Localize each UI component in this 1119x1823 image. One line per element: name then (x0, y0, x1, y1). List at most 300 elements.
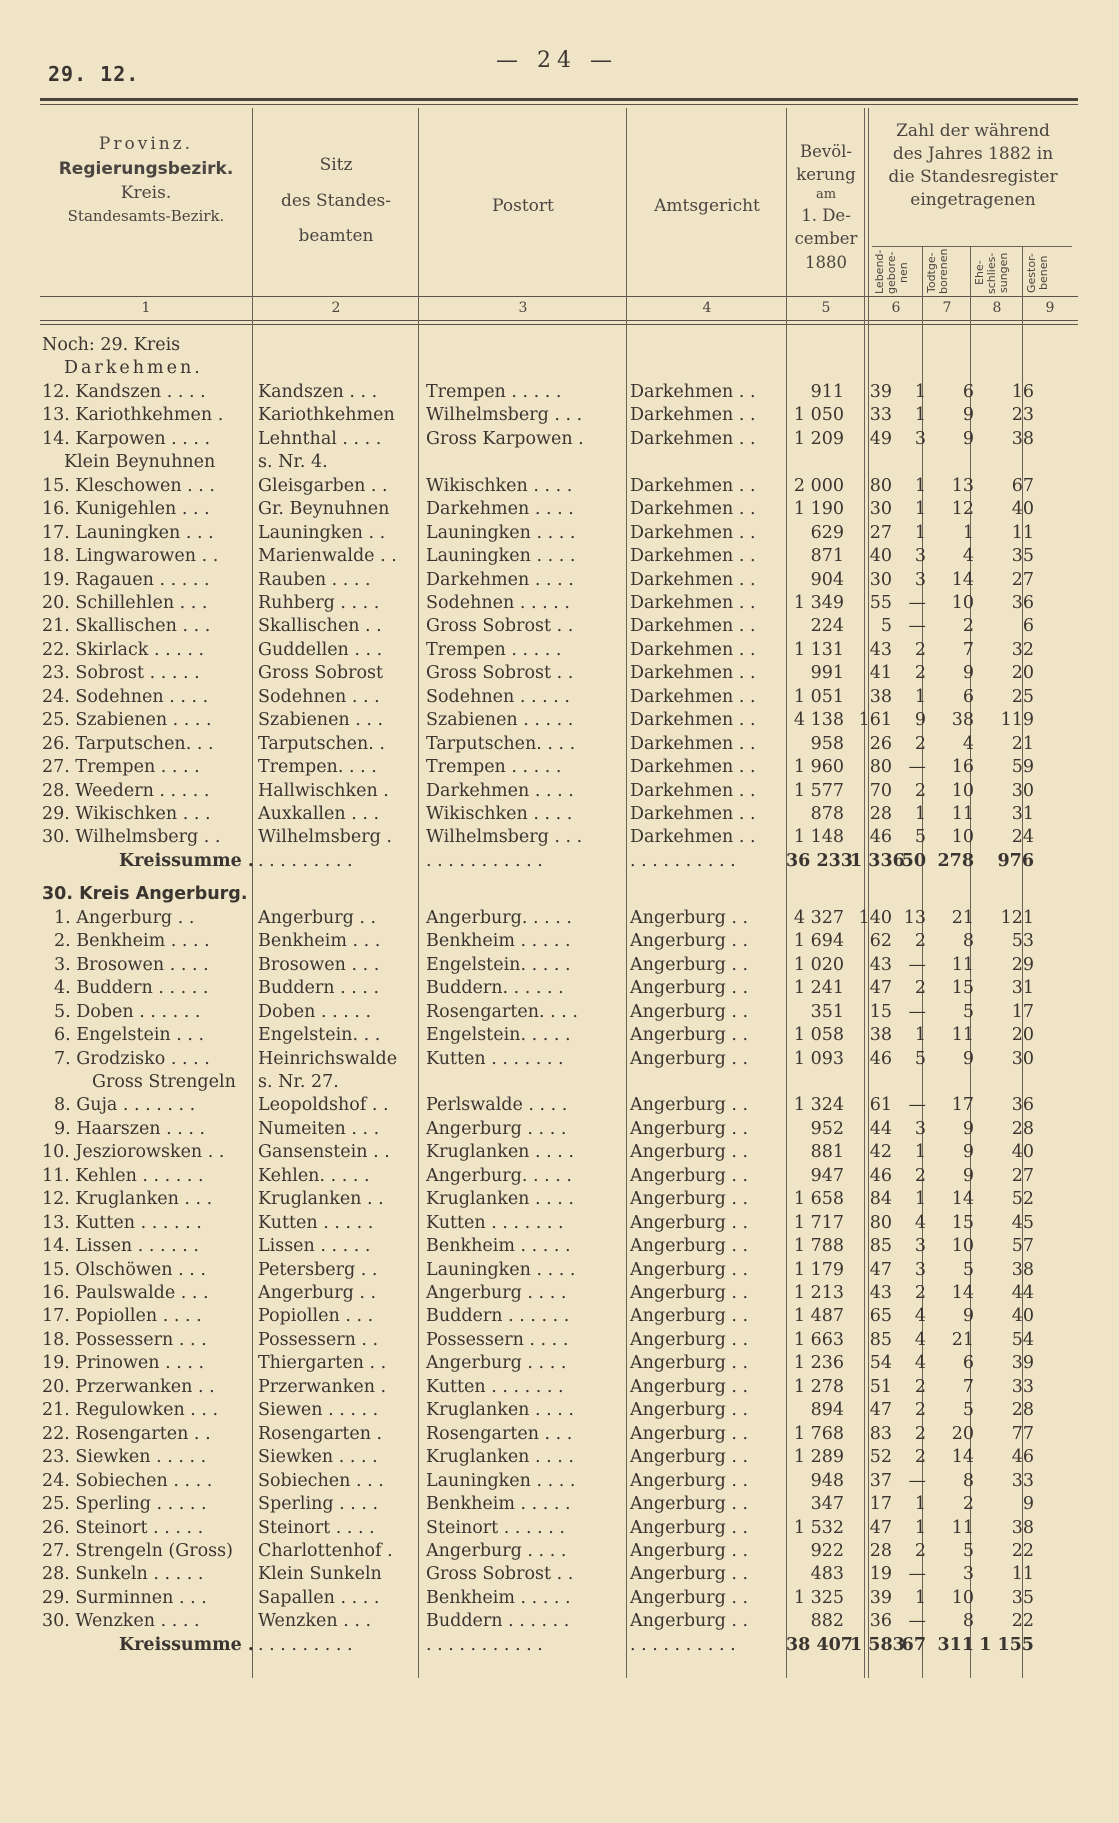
table-row (0, 569, 1119, 592)
cell-c5: 947 (810, 1165, 844, 1186)
cell-c7: 2 (914, 1376, 926, 1397)
cell-c7: 3 (914, 546, 926, 567)
cell-c2: Sobiechen . . . (258, 1470, 384, 1491)
cell-c6: 28 (869, 1540, 892, 1561)
cell-c9: 28 (1011, 1400, 1034, 1421)
table-row (0, 1305, 1119, 1328)
cell-c3: Angerburg . . . . (426, 1540, 567, 1561)
cell-c4: Darkehmen . . (630, 381, 756, 402)
cell-c3: Trempen . . . . . (426, 381, 562, 402)
table-row (0, 1094, 1119, 1117)
cell-c4: Angerburg . . (630, 1353, 749, 1374)
cell-c2: . . . . . . . . . (258, 850, 353, 871)
table-row (0, 1329, 1119, 1352)
cell-c2: Wenzken . . . (258, 1611, 372, 1632)
cell-c4: Angerburg . . (630, 1165, 749, 1186)
cell-c8: 5 (962, 1540, 974, 1561)
cell-c5: 894 (810, 1400, 844, 1421)
cell-c6: 80 (869, 475, 892, 496)
cell-c2: Doben . . . . . (258, 1001, 372, 1022)
colnum-4: 4 (702, 300, 712, 316)
table-row (0, 954, 1119, 977)
table-row (0, 1165, 1119, 1188)
cell-c8: 10 (951, 1587, 974, 1608)
cell-c6: 27 (869, 522, 892, 543)
col2-header (254, 148, 418, 255)
cell-c6: 5 (880, 616, 892, 637)
table-row (0, 1282, 1119, 1305)
cell-c3: . . . . . . . . . . . (426, 1634, 543, 1655)
cell-c5: 347 (810, 1494, 844, 1515)
cell-c4: Angerburg . . (630, 907, 749, 928)
cell-c5: 629 (810, 522, 844, 543)
cell-c4: Darkehmen . . (630, 592, 756, 613)
cell-c5: 904 (810, 569, 844, 590)
cell-c8: 9 (962, 1048, 974, 1069)
cell-c7: — (908, 1564, 926, 1585)
table-row (0, 709, 1119, 732)
cell-c3: Possessern . . . . (426, 1329, 569, 1350)
cell-c9: 6 (1022, 616, 1034, 637)
cell-c9: 40 (1011, 1142, 1034, 1163)
cell-c9: 33 (1011, 1376, 1034, 1397)
cell-c1: 29. Surminnen . . . (42, 1587, 207, 1608)
cell-c4: Angerburg . . (630, 978, 749, 999)
cell-c2: Wilhelmsberg . (258, 827, 392, 848)
cell-c3: Buddern . . . . . . (426, 1611, 570, 1632)
cell-c7: 4 (914, 1329, 926, 1350)
cell-c4: Darkehmen . . (630, 428, 756, 449)
cell-c9: 32 (1011, 639, 1034, 660)
cell-c7: 5 (914, 1048, 926, 1069)
cell-c8: 4 (962, 733, 974, 754)
col5-line1: Bevöl- (800, 142, 852, 161)
cell-c5: 1 349 (793, 592, 844, 613)
table-row (0, 545, 1119, 568)
cell-c7: 1 (914, 381, 926, 402)
table-row (0, 1587, 1119, 1610)
cell-c7: 13 (903, 907, 926, 928)
cell-c1: 12. Kruglanken . . . (42, 1189, 213, 1210)
cell-c3: Wikischken . . . . (426, 475, 573, 496)
cell-c8: 8 (962, 1611, 974, 1632)
cell-c2: Numeiten . . . (258, 1118, 380, 1139)
cell-c1: 9. Haarszen . . . . (54, 1118, 206, 1139)
cell-c8: 11 (951, 954, 974, 975)
cell-c8: 3 (962, 1564, 974, 1585)
cell-c1: 22. Skirlack . . . . . (42, 639, 205, 660)
cell-c2: Possessern . . (258, 1329, 379, 1350)
cell-c1: 7. Grodzisko . . . . (54, 1048, 210, 1069)
col5-line5: cember (794, 229, 858, 249)
cell-c1: 18. Lingwarowen . . (42, 546, 219, 567)
cell-c4: Darkehmen . . (630, 546, 756, 567)
cell-c5: 1 236 (793, 1353, 844, 1374)
cell-c1: 19. Prinowen . . . . (42, 1353, 205, 1374)
cell-c4: Darkehmen . . (630, 475, 756, 496)
cell-c2: . . . . . . . . . (258, 1634, 353, 1655)
cell-c8: 17 (951, 1095, 974, 1116)
cell-c7: 2 (914, 1423, 926, 1444)
cell-c3: Kutten . . . . . . . (426, 1376, 564, 1397)
cell-c5: 1 324 (793, 1095, 844, 1116)
cell-c4: Angerburg . . (630, 1025, 749, 1046)
table-row (0, 404, 1119, 427)
table-row (0, 930, 1119, 953)
cell-c7: 2 (914, 931, 926, 952)
cell-c1: 17. Launingken . . . (42, 522, 214, 543)
cell-c3: Benkheim . . . . . (426, 931, 571, 952)
cell-c6: 62 (869, 931, 892, 952)
cell-c6: 52 (869, 1447, 892, 1468)
cell-c3: Kruglanken . . . . (426, 1447, 574, 1468)
table-row (0, 381, 1119, 404)
cell-c9: 46 (1011, 1447, 1034, 1468)
cell-c1: Kreissumme . (119, 850, 254, 871)
table-row (0, 780, 1119, 803)
cell-c2: s. Nr. 27. (258, 1071, 339, 1092)
cell-c3: Trempen . . . . . (426, 757, 562, 778)
cell-c6: 44 (869, 1118, 892, 1139)
cell-c4: Angerburg . . (630, 1329, 749, 1350)
cell-c4: Darkehmen . . (630, 616, 756, 637)
cell-c2: Petersberg . . (258, 1259, 378, 1280)
cell-c7: 50 (901, 850, 926, 871)
table-row (0, 1446, 1119, 1469)
cell-c3: Wilhelmsberg . . . (426, 827, 583, 848)
cell-c2: Lissen . . . . . (258, 1236, 371, 1257)
cell-c5: 1 663 (793, 1329, 844, 1350)
cell-c7: 1 (914, 1189, 926, 1210)
group-header (870, 120, 1076, 212)
cell-c6: 26 (869, 733, 892, 754)
cell-c6: 36 (869, 1611, 892, 1632)
cell-c2: Thiergarten . . (258, 1353, 387, 1374)
col8-header: Ehe-schlies-sungen (973, 252, 1011, 294)
cell-c5: 4 138 (793, 710, 844, 731)
cell-c2: Sodehnen . . . (258, 686, 380, 707)
cell-c8: 6 (962, 381, 974, 402)
cell-c7: 4 (914, 1306, 926, 1327)
table-row (0, 1071, 1119, 1094)
cell-c6: 80 (869, 1212, 892, 1233)
cell-c3: Angerburg. . . . . (426, 1165, 572, 1186)
col2-line3: beamten (298, 226, 374, 247)
cell-c5: 881 (810, 1142, 844, 1163)
cell-c3: Perlswalde . . . . (426, 1095, 568, 1116)
cell-c1: 30. Kreis Angerburg. (42, 884, 248, 905)
cell-c8: 9 (962, 405, 974, 426)
table-row (0, 1563, 1119, 1586)
cell-c1: 23. Sobrost . . . . . (42, 663, 200, 684)
cell-c4: Darkehmen . . (630, 569, 756, 590)
cell-c8: 14 (951, 1447, 974, 1468)
cell-c5: 1 051 (793, 686, 844, 707)
cell-c3: Kutten . . . . . . . (426, 1212, 564, 1233)
col1-header (40, 132, 252, 228)
cell-c2: Steinort . . . . (258, 1517, 375, 1538)
cell-c2: Gleisgarben . . (258, 475, 388, 496)
cell-c1: 21. Regulowken . . . (42, 1400, 219, 1421)
table-row (0, 522, 1119, 545)
cell-c4: Darkehmen . . (630, 499, 756, 520)
cell-c1: 15. Kleschowen . . . (42, 475, 215, 496)
cell-c4: Angerburg . . (630, 1376, 749, 1397)
cell-c4: Angerburg . . (630, 1423, 749, 1444)
cell-c8: 7 (962, 1376, 974, 1397)
cell-c7: 4 (914, 1212, 926, 1233)
cell-c2: Siewken . . . . (258, 1447, 378, 1468)
cell-c3: Benkheim . . . . . (426, 1236, 571, 1257)
cell-c1: 8. Guja . . . . . . . (54, 1095, 196, 1116)
cell-c9: 119 (1000, 710, 1034, 731)
cell-c8: 5 (962, 1001, 974, 1022)
cell-c6: 46 (869, 827, 892, 848)
cell-c6: 42 (869, 1142, 892, 1163)
col2-line1: Sitz (319, 155, 353, 175)
cell-c8: 1 (962, 522, 974, 543)
cell-c4: Angerburg . . (630, 1118, 749, 1139)
table-row (0, 756, 1119, 779)
cell-c6: 70 (869, 780, 892, 801)
cell-c3: Launingken . . . . (426, 1470, 576, 1491)
cell-c5: 224 (810, 616, 844, 637)
cell-c5: 1 788 (793, 1236, 844, 1257)
cell-c2: Gr. Beynuhnen (258, 499, 390, 520)
cell-c1: 27. Strengeln (Gross) (42, 1540, 233, 1561)
table-row (0, 977, 1119, 1000)
cell-c5: 351 (810, 1001, 844, 1022)
cell-c5: 1 093 (793, 1048, 844, 1069)
cell-c8: 15 (951, 1212, 974, 1233)
cell-c8: 5 (962, 1259, 974, 1280)
cell-c8: 10 (951, 1236, 974, 1257)
cell-c5: 1 577 (793, 780, 844, 801)
table-row (0, 498, 1119, 521)
table-row (0, 1048, 1119, 1071)
cell-c9: 40 (1011, 1306, 1034, 1327)
table-row (0, 451, 1119, 474)
cell-c4: Angerburg . . (630, 954, 749, 975)
cell-c8: 13 (951, 475, 974, 496)
cell-c1: 18. Possessern . . . (42, 1329, 207, 1350)
table-row (0, 1517, 1119, 1540)
cell-c3: Buddern . . . . . . (426, 1306, 570, 1327)
cell-c3: Sodehnen . . . . . (426, 592, 570, 613)
cell-c7: 1 (914, 1142, 926, 1163)
cell-c7: — (908, 757, 926, 778)
cell-c7: 1 (914, 686, 926, 707)
cell-c5: 948 (810, 1470, 844, 1491)
cell-c5: 1 131 (793, 639, 844, 660)
cell-c1: 15. Olschöwen . . . (42, 1259, 206, 1280)
cell-c8: 14 (951, 1189, 974, 1210)
cell-c6: 39 (869, 1587, 892, 1608)
cell-c8: 9 (962, 1306, 974, 1327)
table-row (0, 907, 1119, 930)
table-row (0, 1141, 1119, 1164)
cell-c5: 878 (810, 804, 844, 824)
cell-c5: 2 000 (793, 475, 844, 496)
cell-c5: 1 148 (793, 827, 844, 848)
cell-c4: Angerburg . . (630, 1212, 749, 1233)
cell-c9: 20 (1011, 663, 1034, 684)
cell-c6: 65 (869, 1306, 892, 1327)
cell-c8: 2 (962, 1494, 974, 1515)
cell-c4: Angerburg . . (630, 1494, 749, 1515)
cell-c7: 1 (914, 1587, 926, 1608)
page-date: 29. 12. (48, 62, 140, 86)
cell-c3: Launingken . . . . (426, 522, 576, 543)
col5-line3: am (815, 187, 837, 203)
table-row (0, 662, 1119, 685)
cell-c1: 10. Jesziorowsken . . (42, 1142, 225, 1163)
colnum-1: 1 (141, 300, 151, 316)
cell-c9: 21 (1011, 733, 1034, 754)
cell-c1: 5. Doben . . . . . . (54, 1001, 201, 1022)
cell-c4: Angerburg . . (630, 1447, 749, 1468)
cell-c1: 25. Sperling . . . . . (42, 1494, 207, 1515)
cell-c4: Angerburg . . (630, 1142, 749, 1163)
cell-c5: 871 (810, 546, 844, 567)
cell-c8: 14 (951, 1283, 974, 1303)
colnum-3: 3 (518, 300, 528, 316)
cell-c2: Angerburg . . (258, 1283, 377, 1303)
cell-c9: 30 (1011, 1048, 1034, 1069)
cell-c5: 1 179 (793, 1259, 844, 1280)
cell-c7: 4 (914, 1353, 926, 1374)
cell-c4: Angerburg . . (630, 1306, 749, 1327)
cell-c7: 1 (914, 475, 926, 496)
cell-c6: 51 (869, 1376, 892, 1397)
cell-c8: 9 (962, 1165, 974, 1186)
group-rule (872, 246, 1072, 247)
cell-c5: 1 020 (793, 954, 844, 975)
cell-c9: 31 (1011, 804, 1034, 824)
cell-c9: 35 (1011, 1587, 1034, 1608)
cell-c8: 311 (937, 1634, 974, 1655)
table-row (0, 592, 1119, 615)
cell-c9: 11 (1011, 522, 1034, 543)
cell-c2: Siewen . . . . . (258, 1400, 379, 1421)
cell-c7: 1 (914, 522, 926, 543)
cell-c5: 1 960 (793, 757, 844, 778)
cell-c2: Leopoldshof . . (258, 1095, 389, 1116)
cell-c1: 28. Sunkeln . . . . . (42, 1564, 204, 1585)
cell-c9: 38 (1011, 1517, 1034, 1538)
cell-c5: 1 658 (793, 1189, 844, 1210)
cell-c7: 1 (914, 405, 926, 426)
cell-c9: 39 (1011, 1353, 1034, 1374)
cell-c8: 8 (962, 931, 974, 952)
cell-c6: 30 (869, 569, 892, 590)
cell-c5: 911 (810, 381, 844, 402)
table-row (0, 826, 1119, 849)
cell-c8: 11 (951, 1517, 974, 1538)
cell-c1: 11. Kehlen . . . . . . (42, 1165, 204, 1186)
sum-row (0, 1634, 1119, 1657)
cell-c3: Gross Sobrost . . (426, 616, 574, 637)
cell-c5: 36 233 (786, 850, 853, 871)
col3-header: Postort (492, 196, 554, 216)
cell-c9: 27 (1011, 1165, 1034, 1186)
table-row (0, 803, 1119, 826)
cell-c1: 4. Buddern . . . . . (54, 978, 209, 999)
cell-c7: 2 (914, 780, 926, 801)
cell-c9: 1 155 (979, 1634, 1034, 1655)
group-line1: Zahl der während (896, 121, 1050, 141)
cell-c7: 2 (914, 1283, 926, 1303)
cell-c4: Darkehmen . . (630, 663, 756, 684)
cell-c2: Ruhberg . . . . (258, 592, 380, 613)
cell-c7: — (908, 1470, 926, 1491)
cell-c2: Tarputschen. . (258, 733, 385, 754)
cell-c6: 40 (869, 546, 892, 567)
table-row (0, 1470, 1119, 1493)
table-row (0, 1399, 1119, 1422)
cell-c5: 1 278 (793, 1376, 844, 1397)
col5-line6: 1880 (805, 252, 847, 272)
cell-c9: 27 (1011, 569, 1034, 590)
cell-c8: 11 (951, 1025, 974, 1046)
cell-c6: 46 (869, 1048, 892, 1069)
cell-c6: 47 (869, 978, 892, 999)
cell-c1: 24. Sodehnen . . . . (42, 686, 209, 707)
table-row (0, 1001, 1119, 1024)
cell-c3: Angerburg. . . . . (426, 907, 572, 928)
cell-c4: Darkehmen . . (630, 405, 756, 426)
cell-c3: Darkehmen . . . . (426, 569, 574, 590)
cell-c1: 22. Rosengarten . . (42, 1423, 211, 1444)
cell-c8: 9 (962, 1142, 974, 1163)
col5-header (788, 140, 864, 274)
cell-c6: 80 (869, 757, 892, 778)
cell-c2: Guddellen . . . (258, 639, 383, 660)
cell-c2: Przerwanken . (258, 1376, 387, 1397)
cell-c1: 1. Angerburg . . (54, 907, 195, 928)
cell-c3: Angerburg . . . . (426, 1118, 567, 1139)
cell-c6: 43 (869, 1283, 892, 1303)
cell-c9: 35 (1011, 546, 1034, 567)
cell-c3: Rosengarten. . . . (426, 1001, 578, 1022)
cell-c9: 28 (1011, 1118, 1034, 1139)
cell-c8: 10 (951, 592, 974, 613)
cell-c3: Launingken . . . . (426, 546, 576, 567)
cell-c5: 1 213 (793, 1283, 844, 1303)
cell-c2: Kandszen . . . (258, 381, 378, 402)
cell-c8: 10 (951, 780, 974, 801)
cell-c3: Kutten . . . . . . . (426, 1048, 564, 1069)
cell-c7: 1 (914, 1494, 926, 1515)
cell-c4: Angerburg . . (630, 1189, 749, 1210)
cell-c2: Klein Sunkeln (258, 1564, 382, 1585)
cell-c7: 9 (914, 710, 926, 731)
table-row (0, 686, 1119, 709)
cell-c9: 36 (1011, 592, 1034, 613)
cell-c8: 9 (962, 428, 974, 449)
cell-c2: Rosengarten . (258, 1423, 383, 1444)
cell-c4: Darkehmen . . (630, 733, 756, 754)
cell-c6: 41 (869, 663, 892, 684)
cell-c1: 27. Trempen . . . . (42, 757, 200, 778)
cell-c3: Tarputschen. . . . (426, 733, 576, 754)
cell-c2: Charlottenhof . (258, 1540, 393, 1561)
cell-c1: 12. Kandszen . . . . (42, 381, 206, 402)
section-heading (0, 883, 1119, 906)
cell-c3: Angerburg . . . . (426, 1283, 567, 1303)
table-row (0, 1024, 1119, 1047)
cell-c1: 26. Steinort . . . . . (42, 1517, 204, 1538)
